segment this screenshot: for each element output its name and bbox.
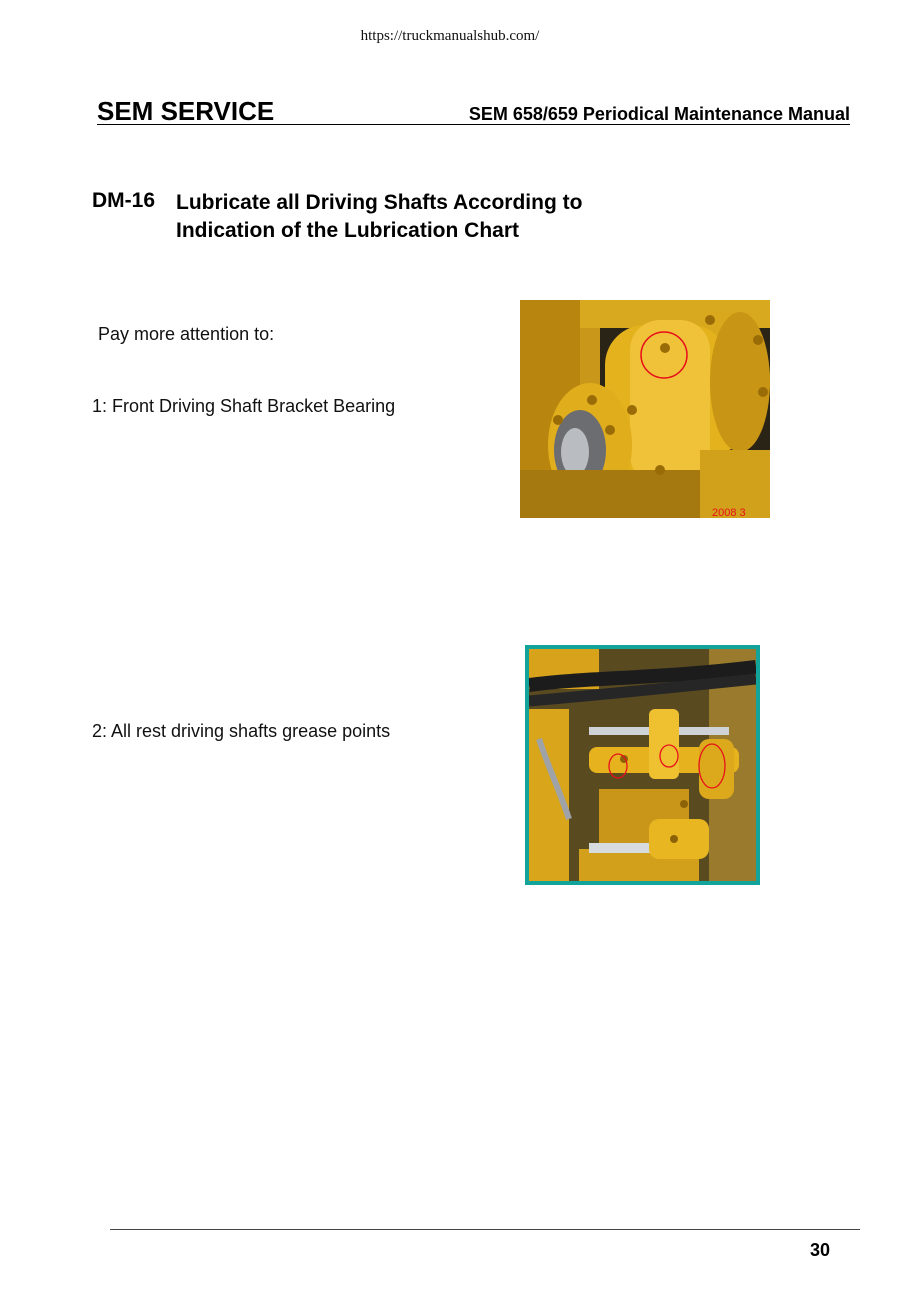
driving-shafts-grease-points-photo — [525, 645, 760, 885]
section-code: DM-16 — [92, 189, 156, 212]
intro-text: Pay more attention to: — [98, 324, 275, 344]
footer-divider — [110, 1229, 860, 1230]
section-title — [176, 189, 582, 245]
driving-shafts-illustration — [529, 649, 756, 881]
item-rest-grease-points: 2: All rest driving shafts grease points — [92, 721, 391, 741]
front-bracket-bearing-illustration — [520, 300, 770, 518]
header-brand: SEM SERVICE — [97, 96, 275, 126]
item-front-bracket-bearing: 1: Front Driving Shaft Bracket Bearing — [92, 396, 396, 416]
photo-date-stamp: 2008 3 — [712, 507, 746, 518]
header-divider — [97, 124, 850, 125]
front-bracket-bearing-photo — [520, 300, 770, 518]
manual-title: SEM 658/659 Periodical Maintenance Manual — [468, 104, 850, 124]
section-title-line-1: Lubricate all Driving Shafts According to — [176, 191, 583, 214]
source-url: https://truckmanualshub.com/ — [360, 28, 540, 44]
page-number: 30 — [809, 1240, 830, 1260]
section-title-line-2: Indication of the Lubrication Chart — [176, 219, 519, 242]
